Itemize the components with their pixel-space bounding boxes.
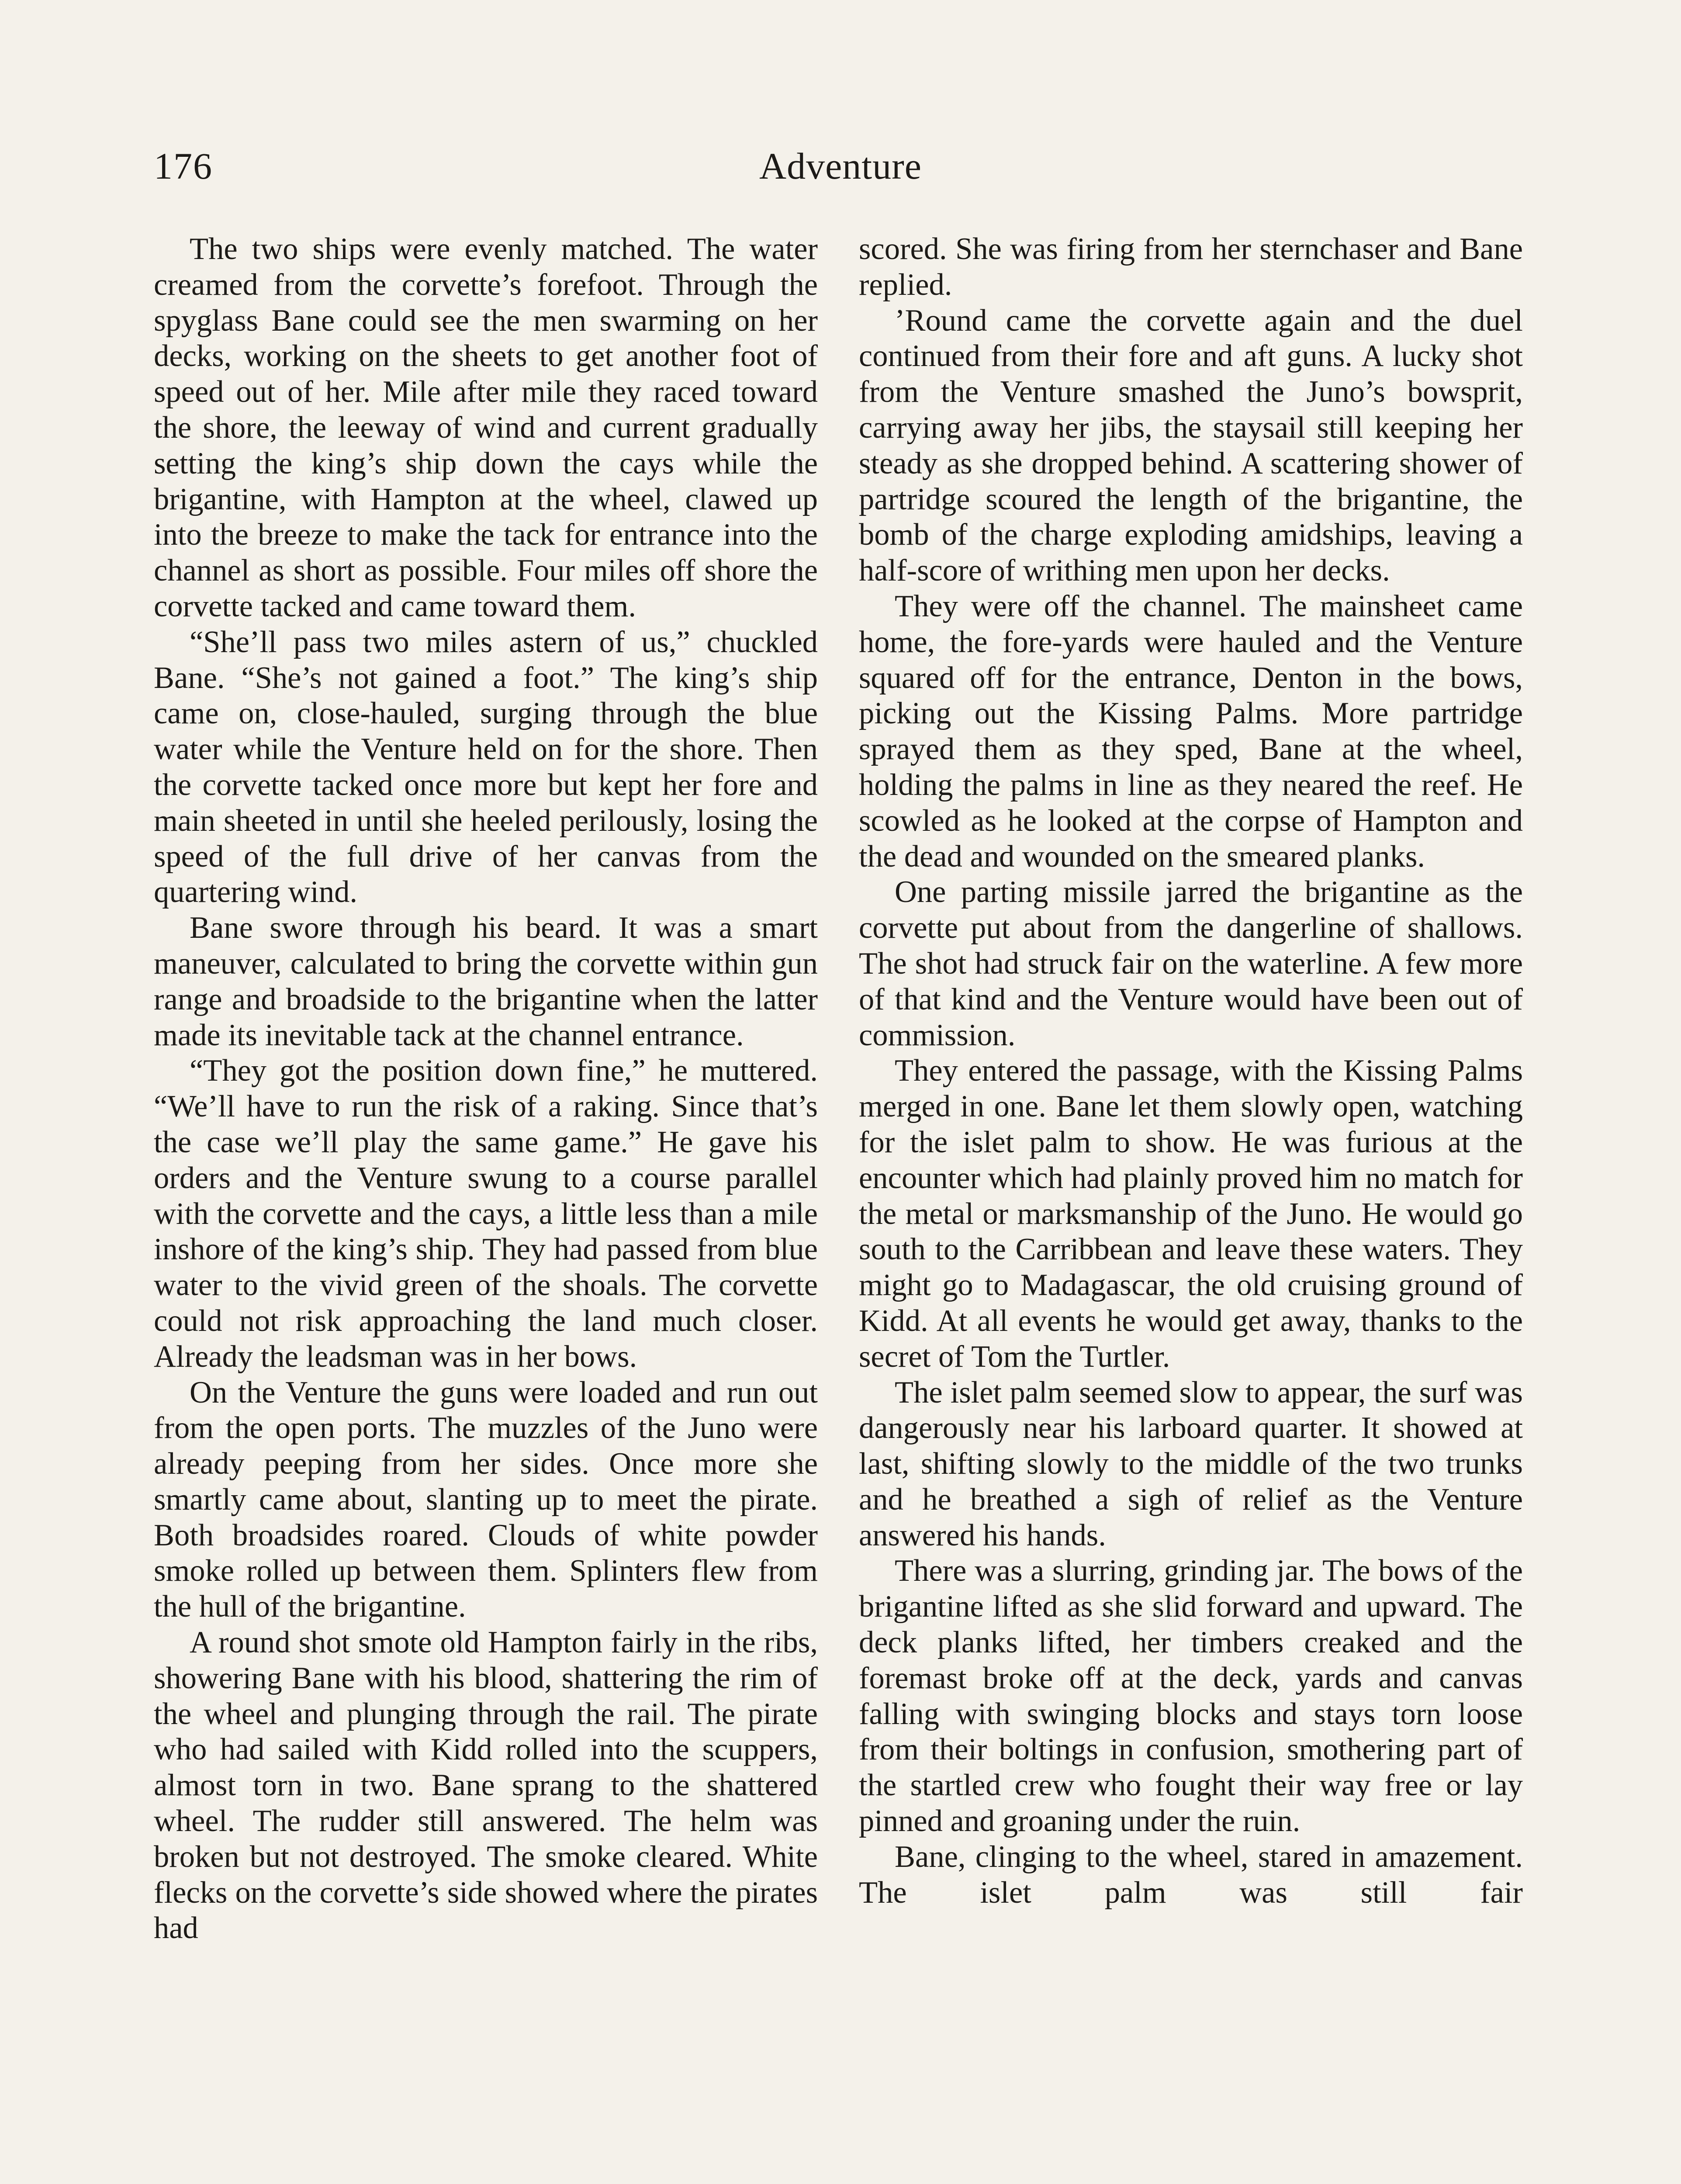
paragraph: There was a slurring, grinding jar. The bows of the brigantine lifted as she slid forward and upward. The deck planks lifted, her timbers creaked and the foremast broke off at the deck, yards and canvas falling with swinging blocks and stays torn loose from their boltings in confusion, smothering part of the startled crew who fought their way free or lay pinned and groaning under the ruin. — [859, 1554, 1523, 1838]
paragraph: “They got the position down fine,” he muttered. “We’ll have to run the risk of a raking. Since that’s the case we’ll play the same game.” He gave his orders and the Venture swung to a course parallel with the corvette and the cays, a little less than a mile inshore of the king’s ship. They had passed from blue water to the vivid green of the shoals. The corvette could not risk approaching the land much closer. Already the leadsman was in her bows. — [154, 1054, 818, 1374]
text-column-left — [154, 232, 818, 1946]
paragraph: scored. She was firing from her sternchaser and Bane replied. — [859, 232, 1523, 302]
paragraph: “She’ll pass two miles astern of us,” chuckled Bane. “She’s not gained a foot.” The king’s ship came on, close-hauled, surging through the blue water while the Venture held on for the shore. Then the corvette tacked once more but kept her fore and main sheeted in until she heeled perilously, losing the speed of the full drive of her canvas from the quartering wind. — [154, 625, 818, 909]
paragraph: Bane, clinging to the wheel, stared in amazement. The islet palm was still fair — [859, 1839, 1523, 1910]
paragraph: They were off the channel. The mainsheet came home, the fore-yards were hauled and the Venture squared off for the entrance, Denton in the bows, picking out the Kissing Palms. More partridge sprayed them as they sped, Bane at the wheel, holding the palms in line as they neared the reef. He scowled as he looked at the corpse of Hampton and the dead and wounded on the smeared planks. — [859, 589, 1523, 874]
text-column-right — [859, 232, 1523, 1911]
paragraph: On the Venture the guns were loaded and run out from the open ports. The muzzles of the Juno were already peeping from her sides. Once more she smartly came about, slanting up to meet the pirate. Both broadsides roared. Clouds of white powder smoke rolled up between them. Splinters flew from the hull of the brigantine. — [154, 1375, 818, 1624]
paragraph: They entered the passage, with the Kissing Palms merged in one. Bane let them slowly open, watching for the islet palm to show. He was furious at the encounter which had plainly proved him no match for the metal or marksmanship of the Juno. He would go south to the Carribbean and leave these waters. They might go to Madagascar, the old cruising ground of Kidd. At all events he would get away, thanks to the secret of Tom the Turtler. — [859, 1054, 1523, 1374]
running-head: Adventure — [759, 145, 922, 187]
paragraph: Bane swore through his beard. It was a smart maneuver, calculated to bring the corvette within gun range and broadside to the brigantine when the latter made its inevitable tack at the channel entrance. — [154, 911, 818, 1052]
paragraph: A round shot smote old Hampton fairly in the ribs, showering Bane with his blood, shattering the rim of the wheel and plunging through the rail. The pirate who had sailed with Kidd rolled into the scuppers, almost torn in two. Bane sprang to the shattered wheel. The rudder still answered. The helm was broken but not destroyed. The smoke cleared. White flecks on the corvette’s side showed where the pirates had — [154, 1625, 818, 1946]
paragraph: The islet palm seemed slow to appear, the surf was dangerously near his larboard quarter. It showed at last, shifting slowly to the middle of the two trunks and he breathed a sigh of relief as the Venture answered his hands. — [859, 1375, 1523, 1552]
paragraph: One parting missile jarred the brigantine as the corvette put about from the dangerline of shallows. The shot had struck fair on the waterline. A few more of that kind and the Venture would have been out of commission. — [859, 875, 1523, 1052]
paragraph: ’Round came the corvette again and the duel continued from their fore and aft guns. A lucky shot from the Venture smashed the Juno’s bowsprit, carrying away her jibs, the staysail still keeping her steady as she dropped behind. A scattering shower of partridge scoured the length of the brigantine, the bomb of the charge exploding amidships, leaving a half-score of writhing men upon her decks. — [859, 303, 1523, 588]
page-number: 176 — [154, 145, 213, 187]
paragraph: The two ships were evenly matched. The water creamed from the corvette’s forefoot. Through the spyglass Bane could see the men swarming on her decks, working on the sheets to get another foot of speed out of her. Mile after mile they raced toward the shore, the leeway of wind and current gradually setting the king’s ship down the cays while the brigantine, with Hampton at the wheel, clawed up into the breeze to make the tack for entrance into the channel as short as possible. Four miles off shore the corvette tacked and came toward them. — [154, 232, 818, 623]
